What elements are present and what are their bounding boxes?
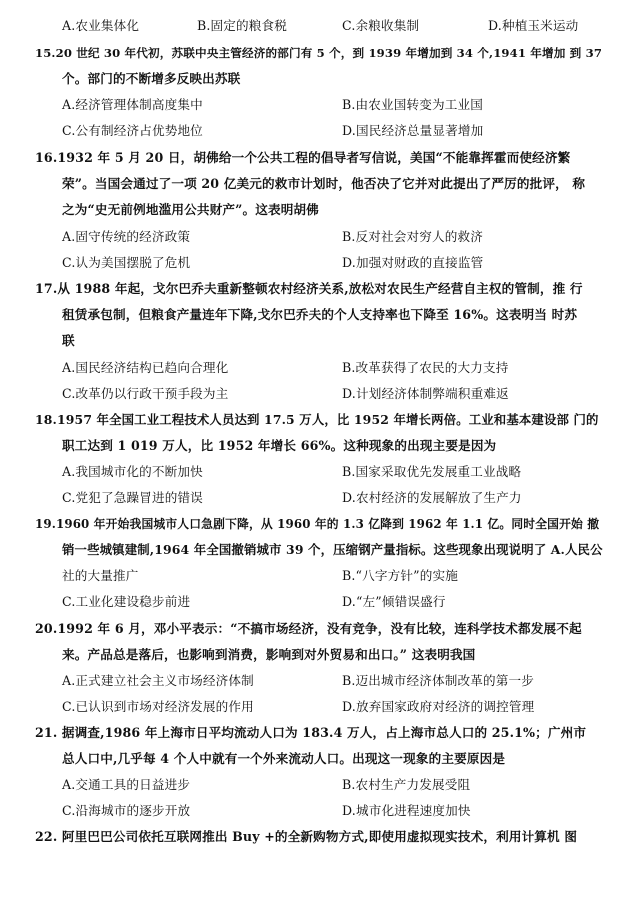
q15-stem-line-1: 15.20 世纪 30 年代初，苏联中央主管经济的部门有 5 个，到 1939 年增加到 34 个,1941 年增加 到 37 (35, 46, 603, 60)
q21-option-a: A.交通工具的日益进步 (62, 777, 191, 792)
q14-option-d: D.种植玉米运动 (488, 18, 579, 33)
q18-option-b: B.国家采取优先发展重工业战略 (342, 464, 522, 479)
q18-stem-line-1: 18.1957 年全国工业工程技术人员达到 17.5 万人，比 1952 年增长两倍。工业和基本建设部 门的 (35, 412, 599, 427)
q18-option-a: A.我国城市化的不断加快 (62, 464, 203, 479)
q18-stem-line-2: 职工达到 1 019 万人，比 1952 年增长 66%。这种现象的出现主要是因为 (62, 438, 497, 453)
q15-option-d: D.国民经济总量显著增加 (342, 123, 484, 138)
q18-option-c: C.党犯了急躁冒进的错误 (62, 490, 203, 505)
q17-option-a: A.国民经济结构已趋向合理化 (62, 360, 229, 375)
q20-stem-line-1: 20.1992 年 6 月，邓小平表示：“不搞市场经济，没有竞争，没有比较，连科学技术都发展不起 (35, 621, 582, 636)
q20-option-d: D.放弃国家政府对经济的调控管理 (342, 699, 535, 714)
q18-option-d: D.农村经济的发展解放了生产力 (342, 490, 522, 505)
q19-option-c: C.工业化建设稳步前进 (62, 594, 191, 609)
q19-option-d: D.“左”倾错误盛行 (342, 594, 446, 609)
q14-option-c: C.余粮收集制 (342, 18, 420, 33)
q14-option-a: A.农业集体化 (62, 18, 140, 33)
q16-stem-line-2: 荣”。当国会通过了一项 20 亿美元的救市计划时，他否决了它并对此提出了严厉的批评， 称 (62, 176, 586, 191)
q16-option-b: B.反对社会对穷人的救济 (342, 229, 483, 244)
q21-option-c: C.沿海城市的逐步开放 (62, 803, 191, 818)
q15-option-b: B.由农业国转变为工业国 (342, 97, 483, 112)
q22-stem-line-1: 22. 阿里巴巴公司依托互联网推出 Buy +的全新购物方式,即使用虚拟现实技术，利用计算机 图 (35, 829, 578, 844)
q20-option-c: C.已认识到市场对经济发展的作用 (62, 699, 254, 714)
q20-stem-line-2: 来。产品总是落后，也影响到消费，影响到对外贸易和出口。” 这表明我国 (62, 647, 476, 662)
q21-option-d: D.城市化进程速度加快 (342, 803, 471, 818)
q16-option-d: D.加强对财政的直接监管 (342, 255, 484, 270)
q21-stem-line-2: 总人口中,几乎每 4 个人中就有一个外来流动人口。出现这一现象的主要原因是 (62, 751, 506, 766)
q20-option-a: A.正式建立社会主义市场经济体制 (62, 673, 254, 688)
q17-option-b: B.改革获得了农民的大力支持 (342, 360, 509, 375)
q21-stem-line-1: 21. 据调查,1986 年上海市日平均流动人口为 183.4 万人，占上海市总人口的 25.1%；广州市 (35, 725, 587, 740)
q17-option-c: C.改革仍以行政干预手段为主 (62, 386, 229, 401)
q19-option-a-continued: 社的大量推广 (62, 568, 139, 583)
q15-option-c: C.公有制经济占优势地位 (62, 123, 203, 138)
q19-stem-line-1: 19.1960 年开始我国城市人口急剧下降，从 1960 年的 1.3 亿降到 1962 年 1.1 亿。同时全国开始 撤 (35, 517, 600, 531)
q14-option-b: B.固定的粮食税 (197, 18, 288, 33)
q16-stem-line-3: 之为“史无前例地滥用公共财产”。这表明胡佛 (62, 202, 319, 217)
q17-stem-line-3: 联 (62, 333, 75, 348)
q20-option-b: B.迈出城市经济体制改革的第一步 (342, 673, 534, 688)
q19-option-b: B.“八字方针”的实施 (342, 568, 458, 583)
q17-stem-line-2: 租赁承包制，但粮食产量连年下降,戈尔巴乔夫的个人支持率也下降至 16%。这表明当 时苏 (62, 307, 578, 322)
q16-stem-line-1: 16.1932 年 5 月 20 日，胡佛给一个公共工程的倡导者写信说，美国“不能靠挥霍而使经济繁 (35, 150, 571, 165)
q15-option-a: A.经济管理体制高度集中 (62, 97, 203, 112)
q21-option-b: B.农村生产力发展受阻 (342, 777, 471, 792)
q19-stem-line-2: 销一些城镇建制,1964 年全国撤销城市 39 个，压缩钢产量指标。这些现象出现说明了 A.人民公 (62, 542, 603, 557)
q16-option-a: A.固守传统的经济政策 (62, 229, 191, 244)
q15-stem-line-2: 个。部门的不断增多反映出苏联 (62, 71, 241, 86)
q17-option-d: D.计划经济体制弊端积重难返 (342, 386, 509, 401)
q17-stem-line-1: 17.从 1988 年起，戈尔巴乔夫重新整顿农村经济关系,放松对农民生产经营自主权的管制，推 行 (35, 281, 583, 296)
q16-option-c: C.认为美国摆脱了危机 (62, 255, 191, 270)
